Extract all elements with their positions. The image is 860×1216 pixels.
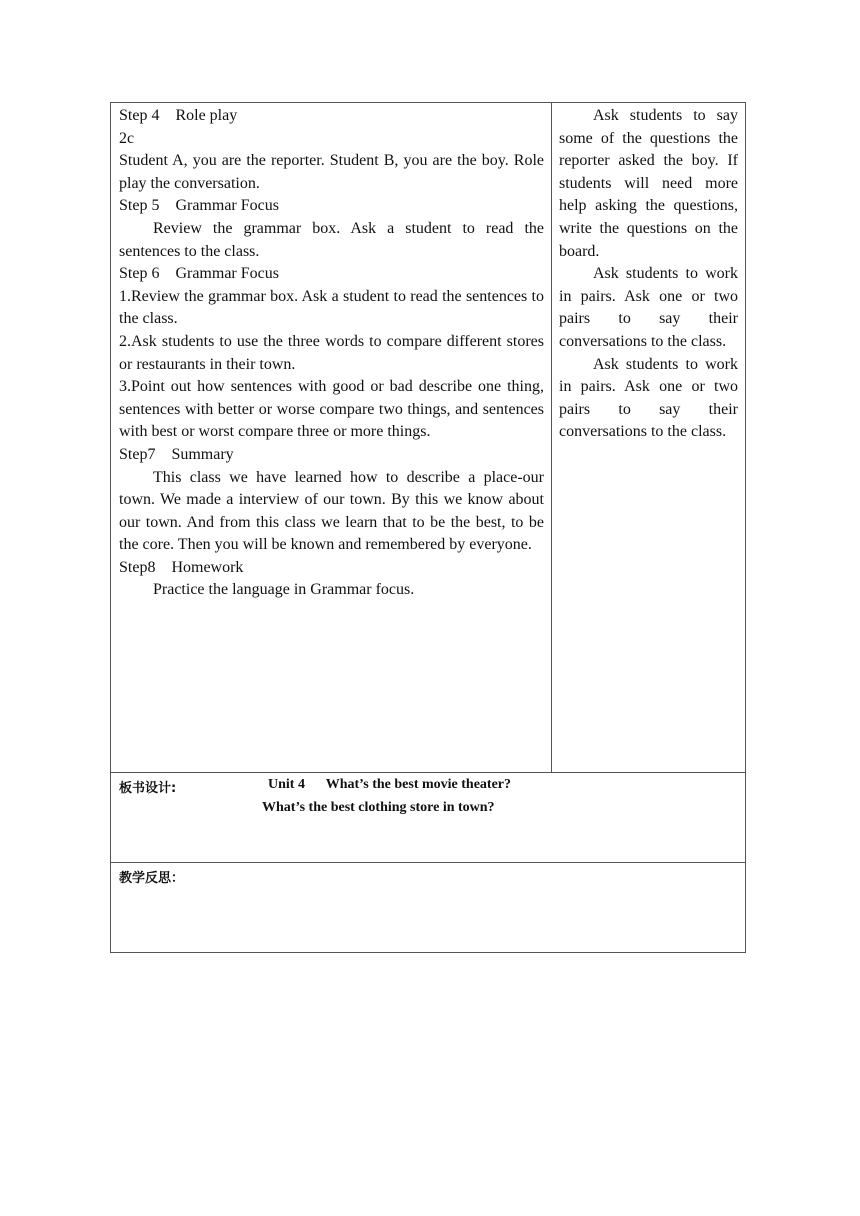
step7-text: This class we have learned how to describe a place-our town. We made a interview of our town. By this we know about our town. And from this class we learn that to be the best, to be the core. Then you will be known and remembered by everyone. xyxy=(119,468,544,554)
step4-text: Student A, you are the reporter. Student B, you are the boy. Role play the conversation. xyxy=(119,152,544,192)
step8-text: Practice the language in Grammar focus. xyxy=(153,581,415,599)
step5-title: Step 5 Grammar Focus xyxy=(119,197,279,215)
step7-title: Step7 Summary xyxy=(119,445,234,463)
board-line-2: What’s the best clothing store in town? xyxy=(262,800,495,815)
step6-title: Step 6 Grammar Focus xyxy=(119,265,279,283)
step5-text: Review the grammar box. Ask a student to read the sentences to the class. xyxy=(119,219,544,260)
step8-title: Step8 Homework xyxy=(119,558,244,576)
reflection-label: 教学反思： xyxy=(119,871,185,886)
teaching-steps-cell xyxy=(111,103,552,772)
step4-code: 2c xyxy=(119,129,135,147)
note-3: Ask students to work in pairs. Ask one or two pairs to say their conversations to the class. xyxy=(559,355,738,441)
teacher-notes-cell xyxy=(552,103,745,772)
reflection-row xyxy=(111,863,745,952)
step6-item-3: 3.Point out how sentences with good or bad describe one thing, sentences with better or worse compare two things, and sentences with best or worst compare three or more things. xyxy=(119,378,544,441)
step6-item-2: 2.Ask students to use the three words to compare different stores or restaurants in their town. xyxy=(119,332,544,373)
step6-item-1: 1.Review the grammar box. Ask a student to read the sentences to the class. xyxy=(119,287,544,328)
board-line-1: Unit 4 What’s the best movie theater? xyxy=(268,777,512,792)
note-1: Ask students to say some of the questions the reporter asked the boy. If students will need more help asking the questions, write the questions on the board. xyxy=(559,107,738,260)
board-design-row xyxy=(111,773,745,863)
note-2: Ask students to work in pairs. Ask one or two pairs to say their conversations to the class. xyxy=(559,265,738,350)
board-design-label: 板书设计: xyxy=(119,781,177,796)
lesson-plan-table xyxy=(110,102,746,953)
step4-title: Step 4 Role play xyxy=(119,107,238,124)
procedure-row xyxy=(111,103,745,773)
